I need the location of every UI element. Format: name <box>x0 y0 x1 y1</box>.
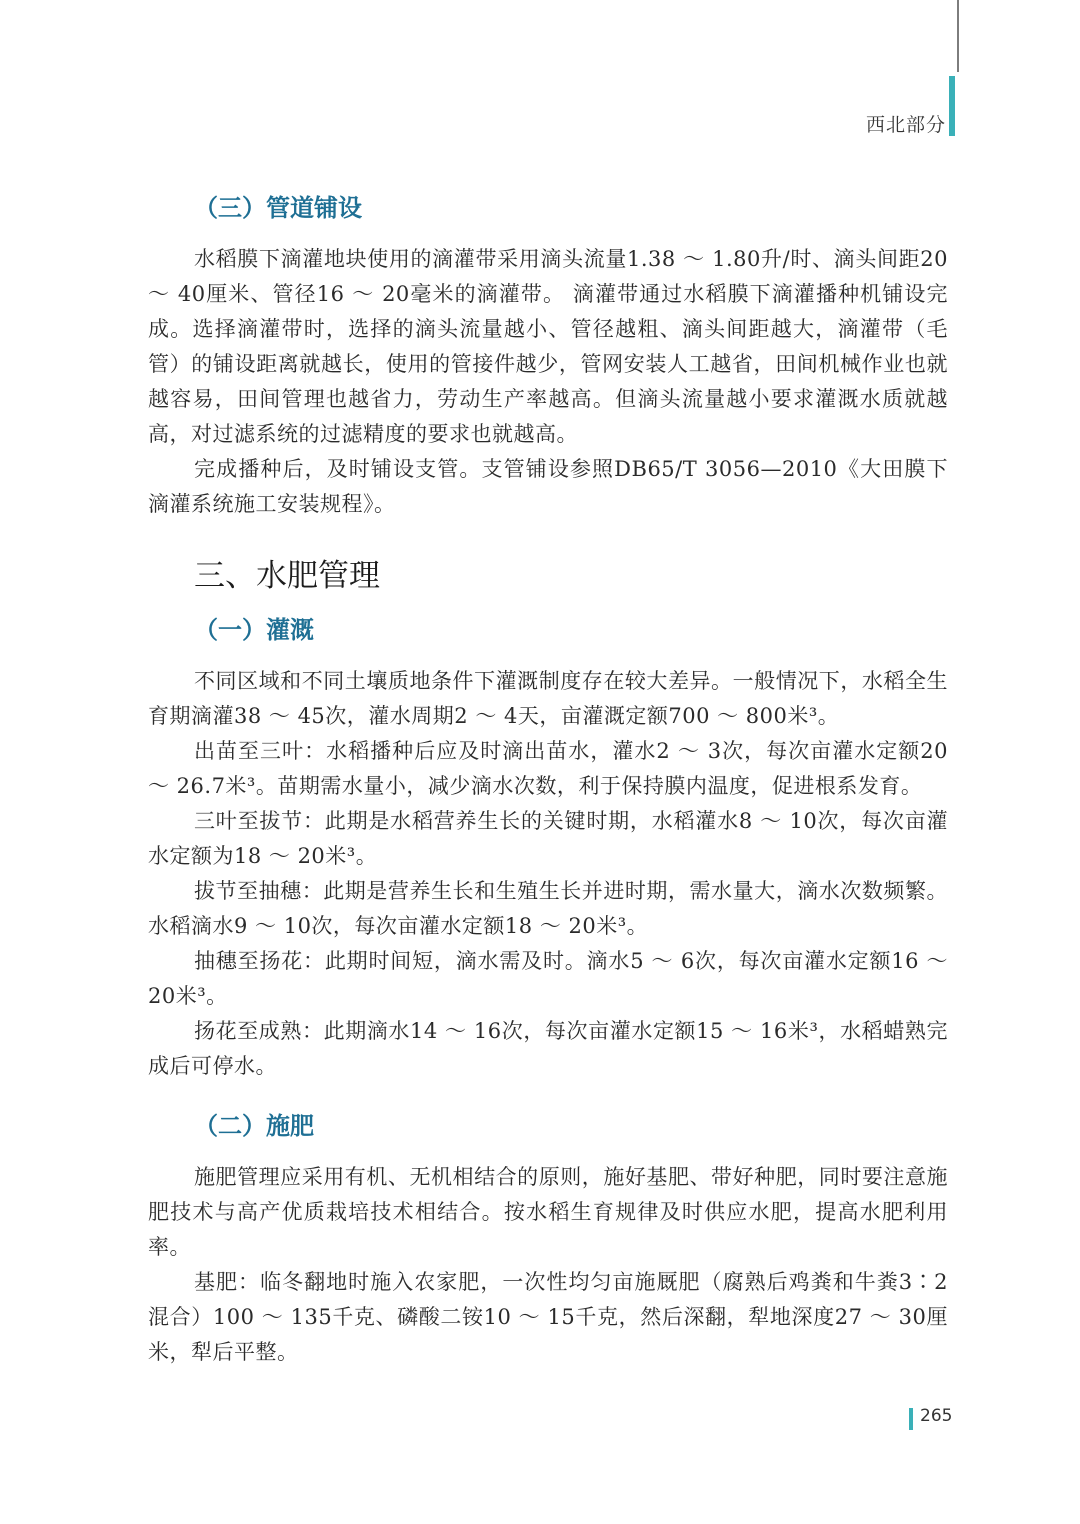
page-number: 265 <box>920 1406 953 1426</box>
paragraph: 三叶至拔节：此期是水稻营养生长的关键时期，水稻灌水8 ～ 10次，每次亩灌水定额为18 ～ 20米³。 <box>148 809 948 868</box>
paragraph: 拔节至抽穗：此期是营养生长和生殖生长并进时期，需水量大，滴水次数频繁。水稻滴水9 ～ 10次，每次亩灌水定额18 ～ 20米³。 <box>148 879 948 938</box>
header-accent-bar <box>949 76 955 136</box>
paragraph: 完成播种后，及时铺设支管。支管铺设参照DB65/T 3056—2010《大田膜下滴灌系统施工安装规程》。 <box>148 457 948 516</box>
heading-pipe-laying: （三）管道铺设 <box>194 194 362 222</box>
paragraph: 扬花至成熟：此期滴水14 ～ 16次，每次亩灌水定额15 ～ 16米³，水稻蜡熟完成后可停水。 <box>148 1019 948 1078</box>
heading-fertilization: （二）施肥 <box>194 1112 314 1140</box>
paragraph: 水稻膜下滴灌地块使用的滴灌带采用滴头流量1.38 ～ 1.80升/时、滴头间距20 ～ 40厘米、管径16 ～ 20毫米的滴灌带。 滴灌带通过水稻膜下滴灌播种机铺设完成。选择滴灌带时，选择的滴头流量越小、管径越粗、滴头间距越大，滴灌带（毛管）的铺设距离就越长，使用的管接件越少，管网安装人工越省，田间机械作业也就越容易，田间管理也越省力，劳动生产率越高。但滴头流量越小要求灌溉水质就越高，对过滤系统的过滤精度的要求也就越高。 <box>148 247 948 446</box>
paragraph: 不同区域和不同土壤质地条件下灌溉制度存在较大差异。一般情况下，水稻全生育期滴灌38 ～ 45次，灌水周期2 ～ 4天，亩灌溉定额700 ～ 800米³。 <box>148 669 948 728</box>
running-header: 西北部分 <box>866 114 947 136</box>
page-number-accent-bar <box>909 1408 913 1430</box>
page-body <box>148 188 948 1370</box>
heading-water-fertilizer: 三、水肥管理 <box>194 558 380 594</box>
page-edge-line <box>957 0 959 72</box>
paragraph: 抽穗至扬花：此期时间短，滴水需及时。滴水5 ～ 6次，每次亩灌水定额16 ～ 20米³。 <box>148 949 948 1008</box>
paragraph: 施肥管理应采用有机、无机相结合的原则，施好基肥、带好种肥，同时要注意施肥技术与高产优质栽培技术相结合。按水稻生育规律及时供应水肥，提高水肥利用率。 <box>148 1165 948 1259</box>
paragraph: 基肥：临冬翻地时施入农家肥，一次性均匀亩施厩肥（腐熟后鸡粪和牛粪3∶2混合）100 ～ 135千克、磷酸二铵10 ～ 15千克，然后深翻，犁地深度27 ～ 30厘米，犁后平整。 <box>148 1270 948 1364</box>
heading-irrigation: （一）灌溉 <box>194 616 314 644</box>
paragraph: 出苗至三叶：水稻播种后应及时滴出苗水，灌水2 ～ 3次，每次亩灌水定额20 ～ 26.7米³。苗期需水量小，减少滴水次数，利于保持膜内温度，促进根系发育。 <box>148 739 948 798</box>
